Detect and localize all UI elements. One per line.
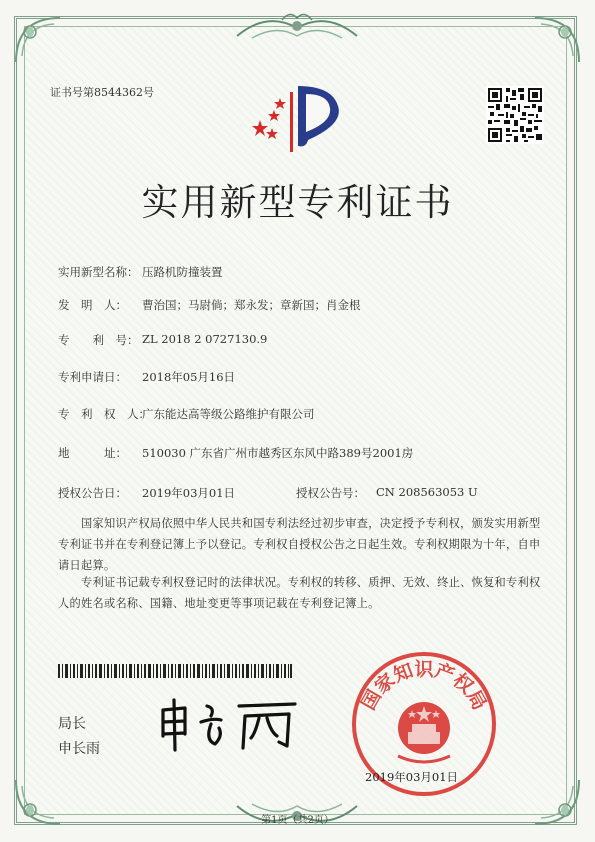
address-value: 510030 广东省广州市越秀区东风中路389号2001房 — [142, 446, 414, 460]
inventor-value: 曹治国；马尉倘；郑永发；章新国；肖金根 — [142, 298, 361, 312]
name-label: 实用新型名称： — [58, 265, 139, 279]
certificate-number: 证书号第8544362号 — [50, 86, 154, 99]
qr-code-icon — [486, 86, 544, 144]
paragraph-grant-statement: 国家知识产权局依照中华人民共和国专利法经过初步审查，决定授予专利权，颁发实用新型专利证书并在专利登记簿上予以登记。专利权自授权公告之日起生效。专利权期限为十年，自申请日起算。 — [58, 517, 541, 572]
director-title: 局长 — [58, 716, 86, 732]
corner-ornament-icon — [8, 10, 68, 70]
paragraph-legal-status: 专利证书记载专利权登记时的法律状况。专利权的转移、质押、无效、终止、恢复和专利权人的姓名或名称、国籍、地址变更等事项记载在专利登记簿上。 — [58, 576, 541, 610]
name-value: 压路机防撞装置 — [142, 265, 223, 279]
grant-number-label: 授权公告号： — [296, 486, 365, 500]
cnipa-logo-icon — [246, 76, 356, 154]
patent-number-value: ZL 2018 2 0727130.9 — [142, 332, 268, 346]
director-signature-icon — [155, 696, 305, 754]
barcode-icon — [58, 664, 292, 678]
patentee-label: 专 利 权 人： — [58, 407, 150, 421]
grant-number-value: CN 208563053 U — [376, 485, 478, 499]
seal-date: 2019年03月01日 — [365, 770, 459, 784]
top-ornament-icon — [232, 6, 362, 52]
patentee-value: 广东能达高等级公路维护有限公司 — [142, 407, 315, 421]
grant-date-label: 授权公告日： — [58, 486, 127, 500]
filing-date-label: 专利申请日： — [58, 370, 127, 384]
director-name: 申长雨 — [58, 741, 100, 757]
filing-date-value: 2018年05月16日 — [142, 370, 236, 384]
address-label: 地 址： — [58, 446, 127, 460]
corner-ornament-icon — [527, 10, 587, 70]
certificate-title: 实用新型专利证书 — [141, 181, 454, 224]
page-number: 第1页（共2页） — [261, 815, 334, 826]
grant-date-value: 2019年03月01日 — [142, 486, 236, 500]
patent-number-label: 专 利 号： — [58, 333, 139, 347]
seal-text: 国家知识产权局 — [357, 658, 491, 714]
inventor-label: 发 明 人： — [58, 298, 127, 312]
